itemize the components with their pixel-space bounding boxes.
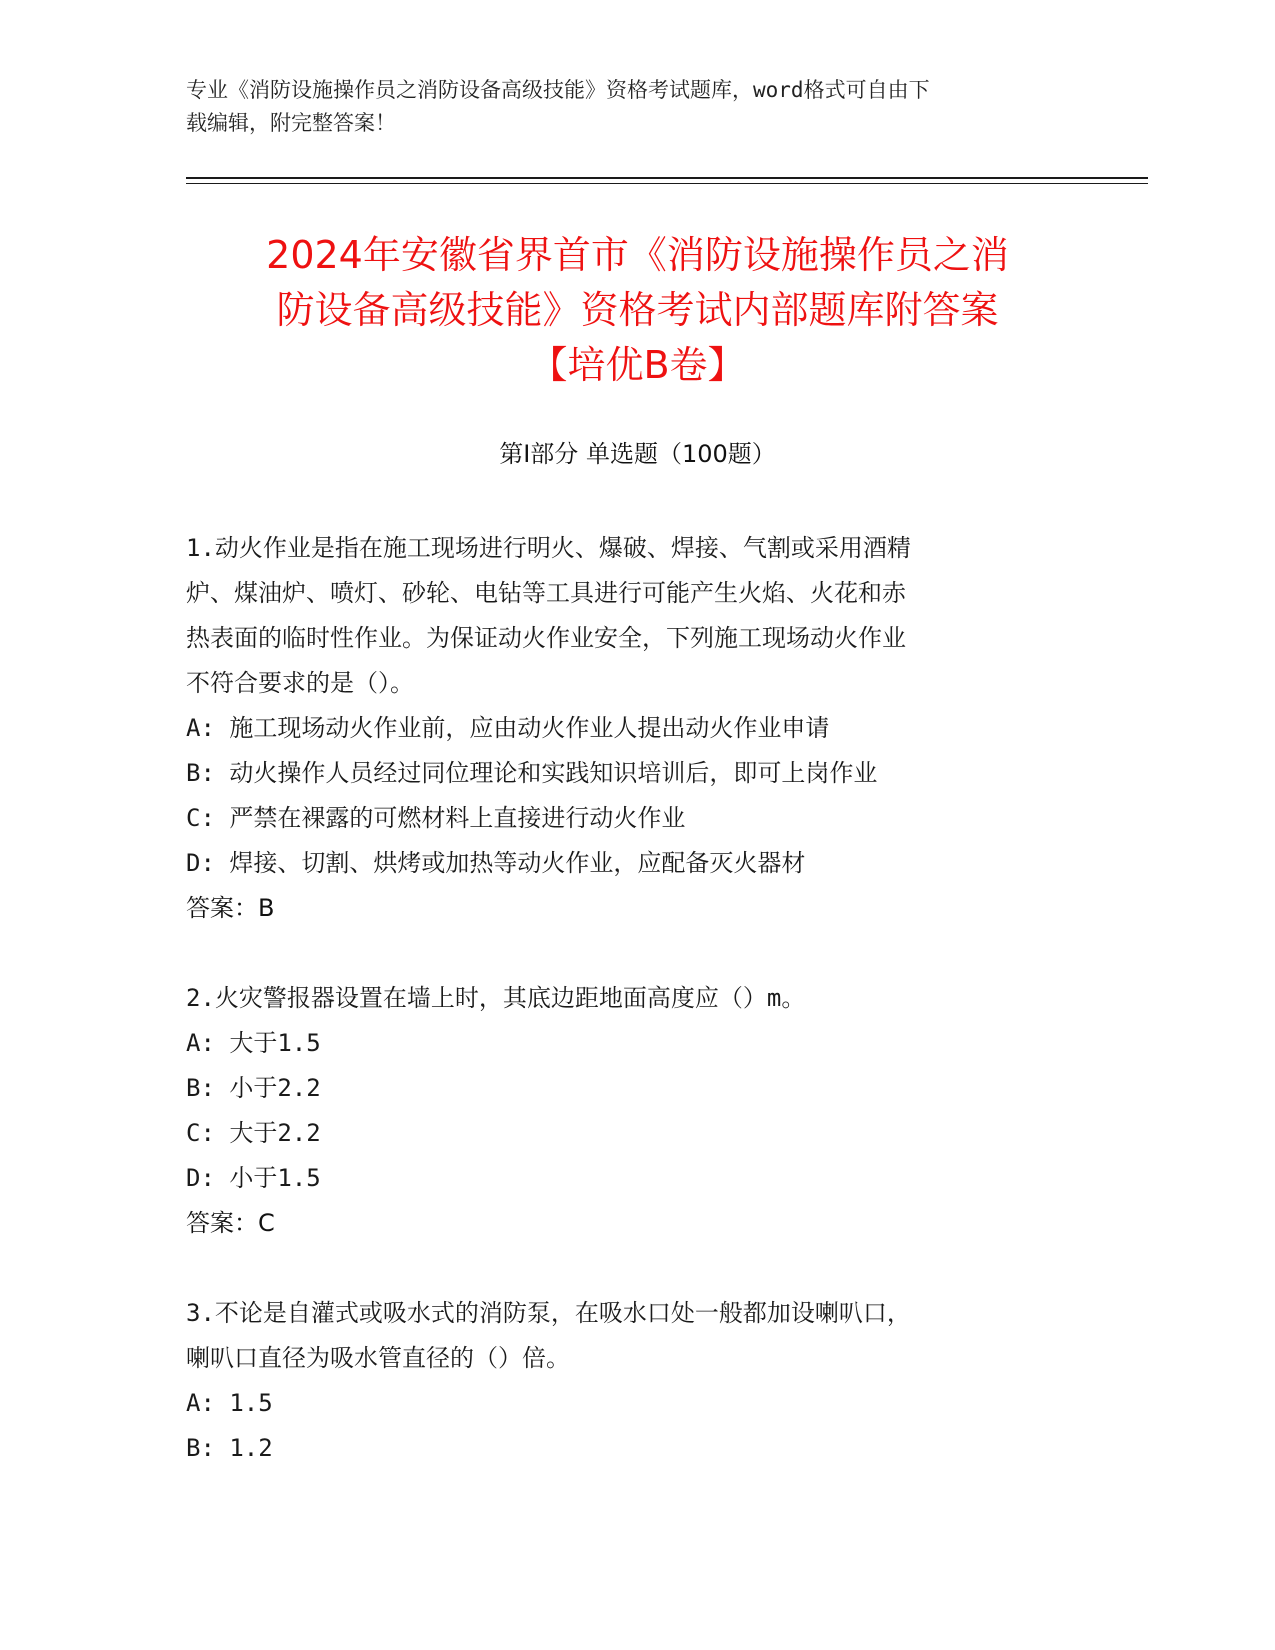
document-title-line-3: 【培优B卷】 xyxy=(529,343,746,387)
section-title: 第Ⅰ部分 单选题（100题） xyxy=(499,440,776,468)
question-1-option-d: D: 焊接、切割、烘烤或加热等动火作业，应配备灭火器材 xyxy=(186,849,806,877)
question-2-option-b: B: 小于2.2 xyxy=(186,1074,321,1102)
question-3-text-line-1: 3.不论是自灌式或吸水式的消防泵，在吸水口处一般都加设喇叭口， xyxy=(186,1299,911,1327)
question-1-text-line-2: 炉、煤油炉、喷灯、砂轮、电钻等工具进行可能产生火焰、火花和赤 xyxy=(186,579,906,607)
question-3-text-line-2: 喇叭口直径为吸水管直径的（）倍。 xyxy=(186,1344,570,1372)
header-note-line-2: 载编辑，附完整答案！ xyxy=(186,111,396,135)
header-divider-thick xyxy=(186,177,1148,179)
header-note xyxy=(186,74,1066,140)
question-3 xyxy=(186,1291,1066,1471)
question-1-option-a: A: 施工现场动火作业前，应由动火作业人提出动火作业申请 xyxy=(186,714,830,742)
document-title xyxy=(150,228,1125,393)
question-2-answer: 答案：C xyxy=(186,1209,275,1237)
question-1-text-line-3: 热表面的临时性作业。为保证动火作业安全，下列施工现场动火作业 xyxy=(186,624,906,652)
question-2-option-c: C: 大于2.2 xyxy=(186,1119,321,1147)
question-list xyxy=(186,526,1066,1516)
question-1-text-line-4: 不符合要求的是（）。 xyxy=(186,669,414,697)
question-2-option-a: A: 大于1.5 xyxy=(186,1029,321,1057)
question-1-option-b: B: 动火操作人员经过同位理论和实践知识培训后，即可上岗作业 xyxy=(186,759,878,787)
question-2-text-line-1: 2.火灾警报器设置在墙上时，其底边距地面高度应（）m。 xyxy=(186,984,806,1012)
question-2-option-d: D: 小于1.5 xyxy=(186,1164,321,1192)
header-note-line-1: 专业《消防设施操作员之消防设备高级技能》资格考试题库，word格式可自由下 xyxy=(186,78,930,102)
question-1 xyxy=(186,526,1066,931)
question-1-answer: 答案：B xyxy=(186,894,275,922)
question-3-option-b: B: 1.2 xyxy=(186,1434,273,1462)
document-title-line-1: 2024年安徽省界首市《消防设施操作员之消 xyxy=(266,233,1009,277)
question-1-option-c: C: 严禁在裸露的可燃材料上直接进行动火作业 xyxy=(186,804,686,832)
question-3-option-a: A: 1.5 xyxy=(186,1389,273,1417)
document-title-line-2: 防设备高级技能》资格考试内部题库附答案 xyxy=(276,288,999,332)
question-1-text-line-1: 1.动火作业是指在施工现场进行明火、爆破、焊接、气割或采用酒精 xyxy=(186,534,911,562)
question-2 xyxy=(186,976,1066,1246)
header-divider-thin xyxy=(186,183,1148,184)
